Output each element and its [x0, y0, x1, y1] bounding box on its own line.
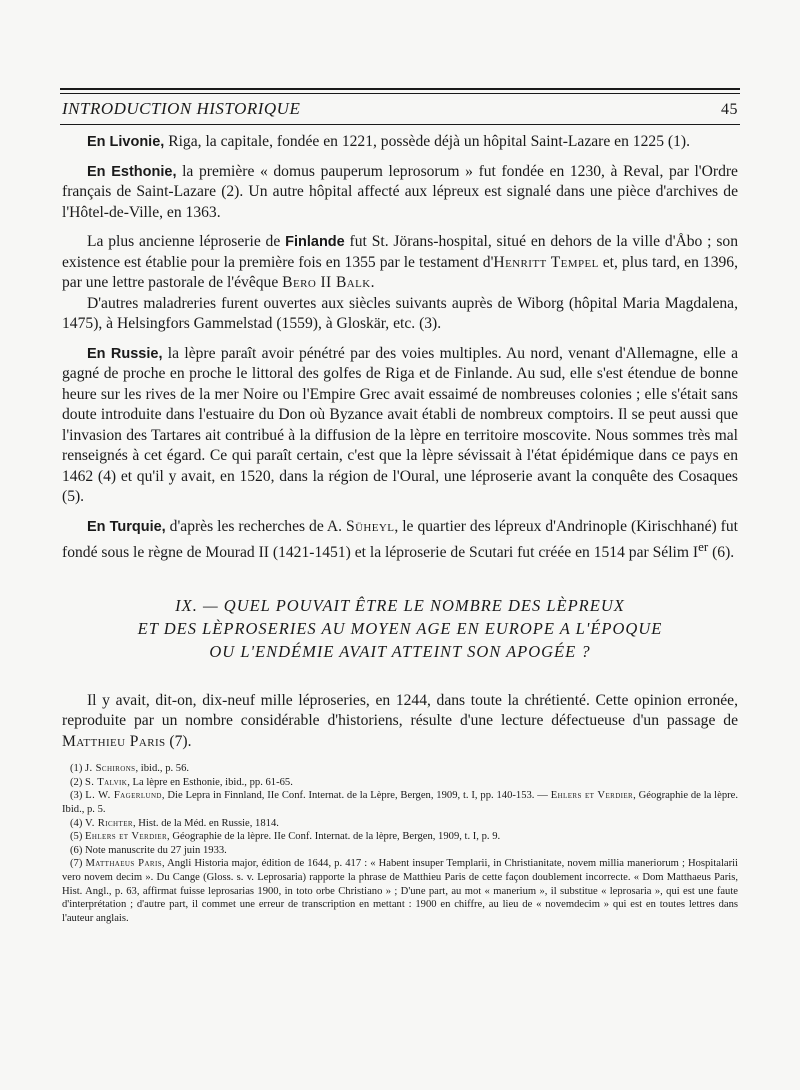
footnote-author: S. Talvik	[85, 776, 128, 788]
person-name: Süheyl	[346, 517, 395, 535]
running-head	[62, 99, 738, 119]
section-heading	[62, 594, 738, 663]
paragraph-turquie	[62, 517, 738, 564]
footnote-text: Note manuscrite du 27 juin 1933.	[85, 844, 227, 856]
footnote-number: (3)	[70, 790, 83, 802]
header-rule	[60, 88, 740, 90]
person-name: Bero II Balk	[282, 274, 371, 291]
footnote	[62, 776, 738, 790]
footnote	[62, 789, 738, 816]
place-name: En Russie,	[86, 345, 163, 362]
running-head-rule	[60, 124, 740, 125]
footnote-author: V. Richter	[85, 817, 133, 829]
footnote	[62, 762, 738, 776]
footnote-number: (7)	[70, 858, 83, 870]
paragraph-nombre	[62, 691, 738, 753]
footnote-text: , Géographie de la lèpre. Ibid., p. 5.	[62, 790, 739, 815]
paragraph-text: la première « domus pauperum leprosorum » fut fondée en 1230, à Reval, par l'Ordre français de Saint-Lazare (2). Un autre hôpital affecté aux lépreux est signalé dans une pièce d'archives de l'Hôtel-de-Ville, en 1363.	[62, 162, 738, 221]
footnote-text: , Angli Historia major, édition de 1644, p. 417 : « Habent insuper Templarii, in Christianitate, novem millia maneriorum ; Hospitalarii vero novem decim ». Du Cange (Gloss. s. v. Leprosaria) rapporte la phrase de Matthieu Paris de cette façon doublement incorrecte. « Dom Matthaeus Paris, Hist. Angl., p. 63, affirmat fuisse leprosarias 1900, in toto orbe Christiano » ; D'une part, au mot « manerium », il substitue « leprosaria », qui est une faute d'interprétation ; d'autre part, il commet une erreur de transcription en mettant : 1900 en chiffre, au lieu de « novemdecim » qui est en toutes lettres dans l'auteur anglais.	[62, 858, 739, 924]
footnote-author: Ehlers et Verdier	[550, 790, 634, 802]
section-heading-line: ET DES LÈPROSERIES AU MOYEN AGE EN EUROPE A L'ÉPOQUE	[137, 618, 663, 638]
footnote-text: , Die Lepra in Finnland, IIe Conf. Internat. de la Lèpre, Bergen, 1909, t. I, pp. 140-153. —	[161, 790, 548, 802]
footnote-number: (5)	[70, 831, 83, 843]
footnote	[62, 817, 738, 831]
paragraph-text: (7).	[165, 732, 192, 750]
paragraph-text: d'après les recherches de A.	[165, 517, 347, 535]
header-rule-thin	[60, 93, 740, 94]
footnote-text: , La lèpre en Esthonie, ibid., pp. 61-65.	[127, 776, 293, 788]
paragraph-maladreries	[62, 294, 738, 335]
paragraph-text: , le quartier des lépreux d'Andrinople (Kirischhané) fut fondé sous le règne de Mourad II (1421-1451) et la léproserie de Scutari fut créée en 1514 par Sélim I	[62, 517, 738, 562]
paragraph-esthonie	[62, 162, 738, 224]
paragraph-text: et, plus tard, en 1396, par une lettre pastorale de l'évêque	[62, 253, 738, 291]
footnote	[62, 844, 738, 858]
footnote-author: Matthaeus Paris	[85, 858, 162, 870]
paragraph-text: la lèpre paraît avoir pénétré par des voies multiples. Au nord, venant d'Allemagne, elle a gagné de proche en proche le littoral des golfes de Riga et de Finlande. Au sud, elle s'est étendue de bonne heure sur les rives de la mer Noire ou l'Empire Grec avait essaimé de nombreuses colonies ; elle s'était sans doute introduite dans l'estuaire du Don où Byzance avait établi de nombreux comptoirs. Il se peut aussi que l'invasion des Tartares ait contribué à la diffusion de la lèpre en territoire moscovite. Nous sommes très mal renseignés à cet égard. Ce qui paraît certain, c'est que la lèpre sévissait à l'état épidémique dans ce pays en 1462 (4) et qu'il y avait, en 1520, dans la région de l'Oural, une léproserie avant la conquête des Cosaques (5).	[62, 344, 738, 505]
footnote-author: L. W. Fagerlund	[85, 790, 162, 802]
paragraph-text: (6).	[708, 544, 735, 562]
footnote-number: (1)	[70, 763, 83, 775]
section-heading-line: IX. — QUEL POUVAIT ÊTRE LE NOMBRE DES LÈPREUX	[175, 595, 625, 615]
footnote	[62, 857, 738, 925]
place-name: En Esthonie,	[86, 163, 177, 180]
section-heading-line: OU L'ENDÉMIE AVAIT ATTEINT SON APOGÉE ?	[209, 641, 591, 661]
paragraph-livonie	[62, 132, 738, 153]
place-name: En Turquie,	[86, 518, 166, 535]
footnote-number: (2)	[70, 776, 83, 788]
paragraph-text: .	[370, 274, 375, 291]
footnote-text: , Géographie de la lèpre. IIe Conf. Internat. de la lèpre, Bergen, 1909, t. I, p. 9.	[167, 831, 501, 843]
paragraph-finlande	[62, 232, 738, 294]
place-name: Finlande	[285, 234, 345, 250]
footnote-number: (4)	[70, 817, 83, 829]
footnotes	[62, 762, 738, 925]
running-title: INTRODUCTION HISTORIQUE	[62, 99, 301, 118]
paragraph-russie	[62, 344, 738, 508]
footnote-author: Ehlers et Verdier	[85, 831, 168, 843]
footnote-text: , Hist. de la Méd. en Russie, 1814.	[132, 817, 279, 829]
paragraph-text: La plus ancienne léproserie de	[86, 233, 286, 250]
footnote	[62, 830, 738, 844]
paragraph-text: D'autres maladreries furent ouvertes aux siècles suivants auprès de Wiborg (hôpital Maria Magdalena, 1475), à Helsingfors Gammelstad (1559), à Gloskär, etc. (3).	[62, 294, 738, 332]
paragraph-text: Riga, la capitale, fondée en 1221, possède déjà un hôpital Saint-Lazare en 1225 (1).	[164, 133, 690, 150]
footnote-number: (6)	[70, 844, 83, 856]
footnote-text: , ibid., p. 56.	[135, 763, 190, 775]
person-name: Matthieu Paris	[62, 732, 166, 750]
person-name: Henritt Tempel	[493, 253, 599, 271]
footnote-author: J. Schirons	[85, 763, 136, 775]
place-name: En Livonie,	[86, 134, 165, 150]
paragraph-text: Il y avait, dit-on, dix-neuf mille léproseries, en 1244, dans toute la chrétienté. Cette opinion erronée, reproduite par un nombre considérable d'historiens, résulte d'une lecture défectueuse d'un passage de	[62, 691, 738, 730]
superscript: er	[698, 539, 709, 554]
page-number: 45	[721, 101, 738, 118]
page-body	[62, 132, 738, 925]
paragraph-text: fut St. Jörans-hospital, situé en dehors de la ville d'Åbo ; son existence est établie pour la première fois en 1355 par le testament d'	[62, 233, 738, 271]
